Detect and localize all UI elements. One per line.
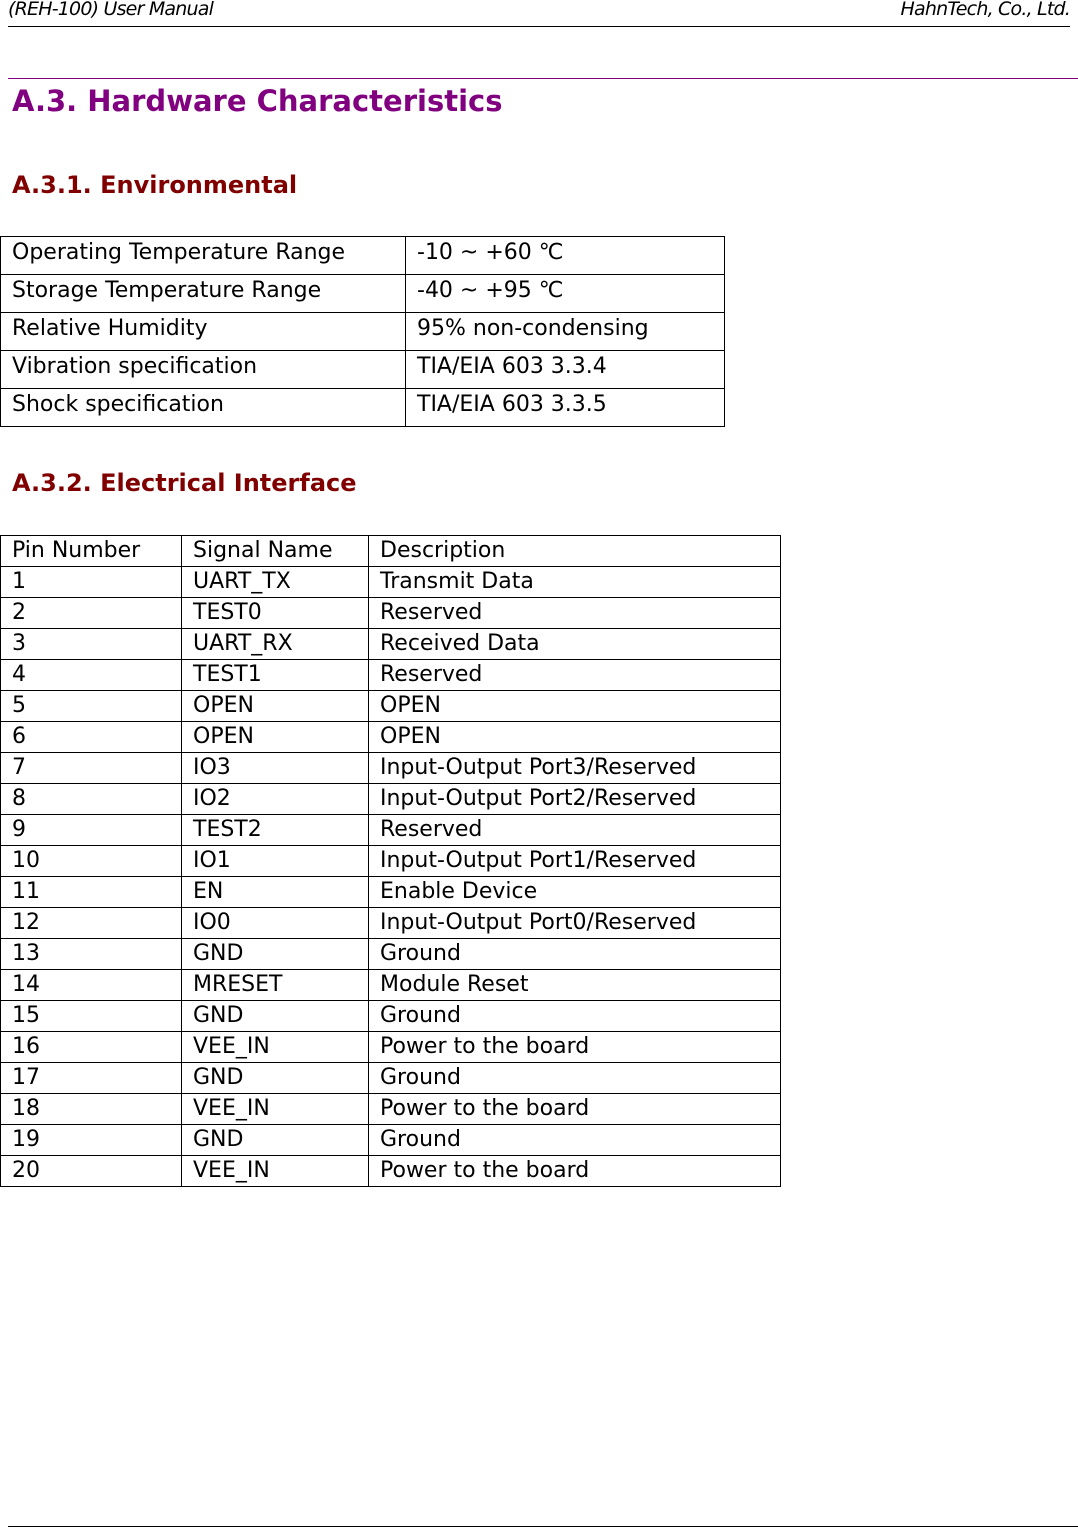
env-value-cell: 95% non-condensing	[406, 313, 725, 351]
pin-table	[0, 535, 781, 1187]
signal-name-cell: IO0	[182, 908, 369, 939]
description-cell: Ground	[369, 1063, 781, 1094]
column-header-pin-number: Pin Number	[1, 536, 182, 567]
env-value-cell: -10 ~ +60 ℃	[406, 237, 725, 275]
env-label-cell: Operating Temperature Range	[1, 237, 406, 275]
signal-name-cell: TEST1	[182, 660, 369, 691]
signal-name-cell: GND	[182, 1125, 369, 1156]
table-row	[1, 389, 725, 427]
description-cell: Power to the board	[369, 1094, 781, 1125]
signal-name-cell: VEE_IN	[182, 1156, 369, 1187]
table-row	[1, 1063, 781, 1094]
description-cell: OPEN	[369, 691, 781, 722]
environmental-table-body	[1, 237, 725, 427]
description-cell: Power to the board	[369, 1156, 781, 1187]
pin-number-cell: 12	[1, 908, 182, 939]
signal-name-cell: GND	[182, 1063, 369, 1094]
column-header-description: Description	[369, 536, 781, 567]
description-cell: Input-Output Port3/Reserved	[369, 753, 781, 784]
signal-name-cell: TEST2	[182, 815, 369, 846]
table-row	[1, 629, 781, 660]
env-label-cell: Vibration specification	[1, 351, 406, 389]
env-value-cell: -40 ~ +95 ℃	[406, 275, 725, 313]
table-row	[1, 815, 781, 846]
table-row	[1, 908, 781, 939]
description-cell: Input-Output Port1/Reserved	[369, 846, 781, 877]
table-row	[1, 1125, 781, 1156]
pin-number-cell: 19	[1, 1125, 182, 1156]
column-header-signal-name: Signal Name	[182, 536, 369, 567]
table-row	[1, 567, 781, 598]
header-manual-title: (REH-100) User Manual	[8, 0, 214, 20]
description-cell: OPEN	[369, 722, 781, 753]
table-row	[1, 660, 781, 691]
table-row	[1, 939, 781, 970]
env-value-cell: TIA/EIA 603 3.3.4	[406, 351, 725, 389]
env-value-cell: TIA/EIA 603 3.3.5	[406, 389, 725, 427]
table-row	[1, 784, 781, 815]
page-header	[8, 0, 1070, 27]
table-row	[1, 970, 781, 1001]
header-company-name: HahnTech, Co., Ltd.	[900, 0, 1070, 20]
pin-number-cell: 3	[1, 629, 182, 660]
pin-number-cell: 4	[1, 660, 182, 691]
signal-name-cell: EN	[182, 877, 369, 908]
pin-number-cell: 13	[1, 939, 182, 970]
signal-name-cell: OPEN	[182, 691, 369, 722]
env-label-cell: Shock specification	[1, 389, 406, 427]
table-row	[1, 846, 781, 877]
table-row	[1, 313, 725, 351]
pin-number-cell: 2	[1, 598, 182, 629]
pin-number-cell: 16	[1, 1032, 182, 1063]
signal-name-cell: IO3	[182, 753, 369, 784]
table-row	[1, 237, 725, 275]
signal-name-cell: GND	[182, 939, 369, 970]
table-row	[1, 691, 781, 722]
description-cell: Input-Output Port0/Reserved	[369, 908, 781, 939]
env-label-cell: Relative Humidity	[1, 313, 406, 351]
pin-table-body	[1, 536, 781, 1187]
signal-name-cell: VEE_IN	[182, 1032, 369, 1063]
signal-name-cell: IO1	[182, 846, 369, 877]
pin-number-cell: 6	[1, 722, 182, 753]
description-cell: Ground	[369, 1125, 781, 1156]
signal-name-cell: UART_RX	[182, 629, 369, 660]
pin-number-cell: 17	[1, 1063, 182, 1094]
signal-name-cell: MRESET	[182, 970, 369, 1001]
pin-table-header-row	[1, 536, 781, 567]
table-row	[1, 351, 725, 389]
pin-number-cell: 1	[1, 567, 182, 598]
pin-number-cell: 11	[1, 877, 182, 908]
table-row	[1, 1001, 781, 1032]
signal-name-cell: UART_TX	[182, 567, 369, 598]
table-row	[1, 722, 781, 753]
footer-divider	[8, 1526, 1078, 1527]
table-row	[1, 1094, 781, 1125]
signal-name-cell: TEST0	[182, 598, 369, 629]
environmental-table	[0, 236, 725, 427]
pin-number-cell: 8	[1, 784, 182, 815]
table-row	[1, 275, 725, 313]
table-row	[1, 598, 781, 629]
pin-number-cell: 5	[1, 691, 182, 722]
description-cell: Power to the board	[369, 1032, 781, 1063]
description-cell: Input-Output Port2/Reserved	[369, 784, 781, 815]
pin-number-cell: 14	[1, 970, 182, 1001]
table-row	[1, 1156, 781, 1187]
table-row	[1, 877, 781, 908]
description-cell: Module Reset	[369, 970, 781, 1001]
env-label-cell: Storage Temperature Range	[1, 275, 406, 313]
pin-number-cell: 9	[1, 815, 182, 846]
description-cell: Reserved	[369, 815, 781, 846]
table-row	[1, 753, 781, 784]
signal-name-cell: VEE_IN	[182, 1094, 369, 1125]
description-cell: Reserved	[369, 660, 781, 691]
description-cell: Ground	[369, 939, 781, 970]
pin-number-cell: 18	[1, 1094, 182, 1125]
pin-number-cell: 20	[1, 1156, 182, 1187]
table-row	[1, 1032, 781, 1063]
environmental-title: A.3.1. Environmental	[12, 171, 298, 199]
description-cell: Reserved	[369, 598, 781, 629]
signal-name-cell: GND	[182, 1001, 369, 1032]
description-cell: Received Data	[369, 629, 781, 660]
description-cell: Ground	[369, 1001, 781, 1032]
pin-number-cell: 7	[1, 753, 182, 784]
title-divider	[8, 78, 1078, 79]
description-cell: Transmit Data	[369, 567, 781, 598]
electrical-interface-title: A.3.2. Electrical Interface	[12, 469, 357, 497]
pin-number-cell: 15	[1, 1001, 182, 1032]
pin-number-cell: 10	[1, 846, 182, 877]
signal-name-cell: IO2	[182, 784, 369, 815]
section-title: A.3. Hardware Characteristics	[12, 84, 503, 118]
description-cell: Enable Device	[369, 877, 781, 908]
signal-name-cell: OPEN	[182, 722, 369, 753]
